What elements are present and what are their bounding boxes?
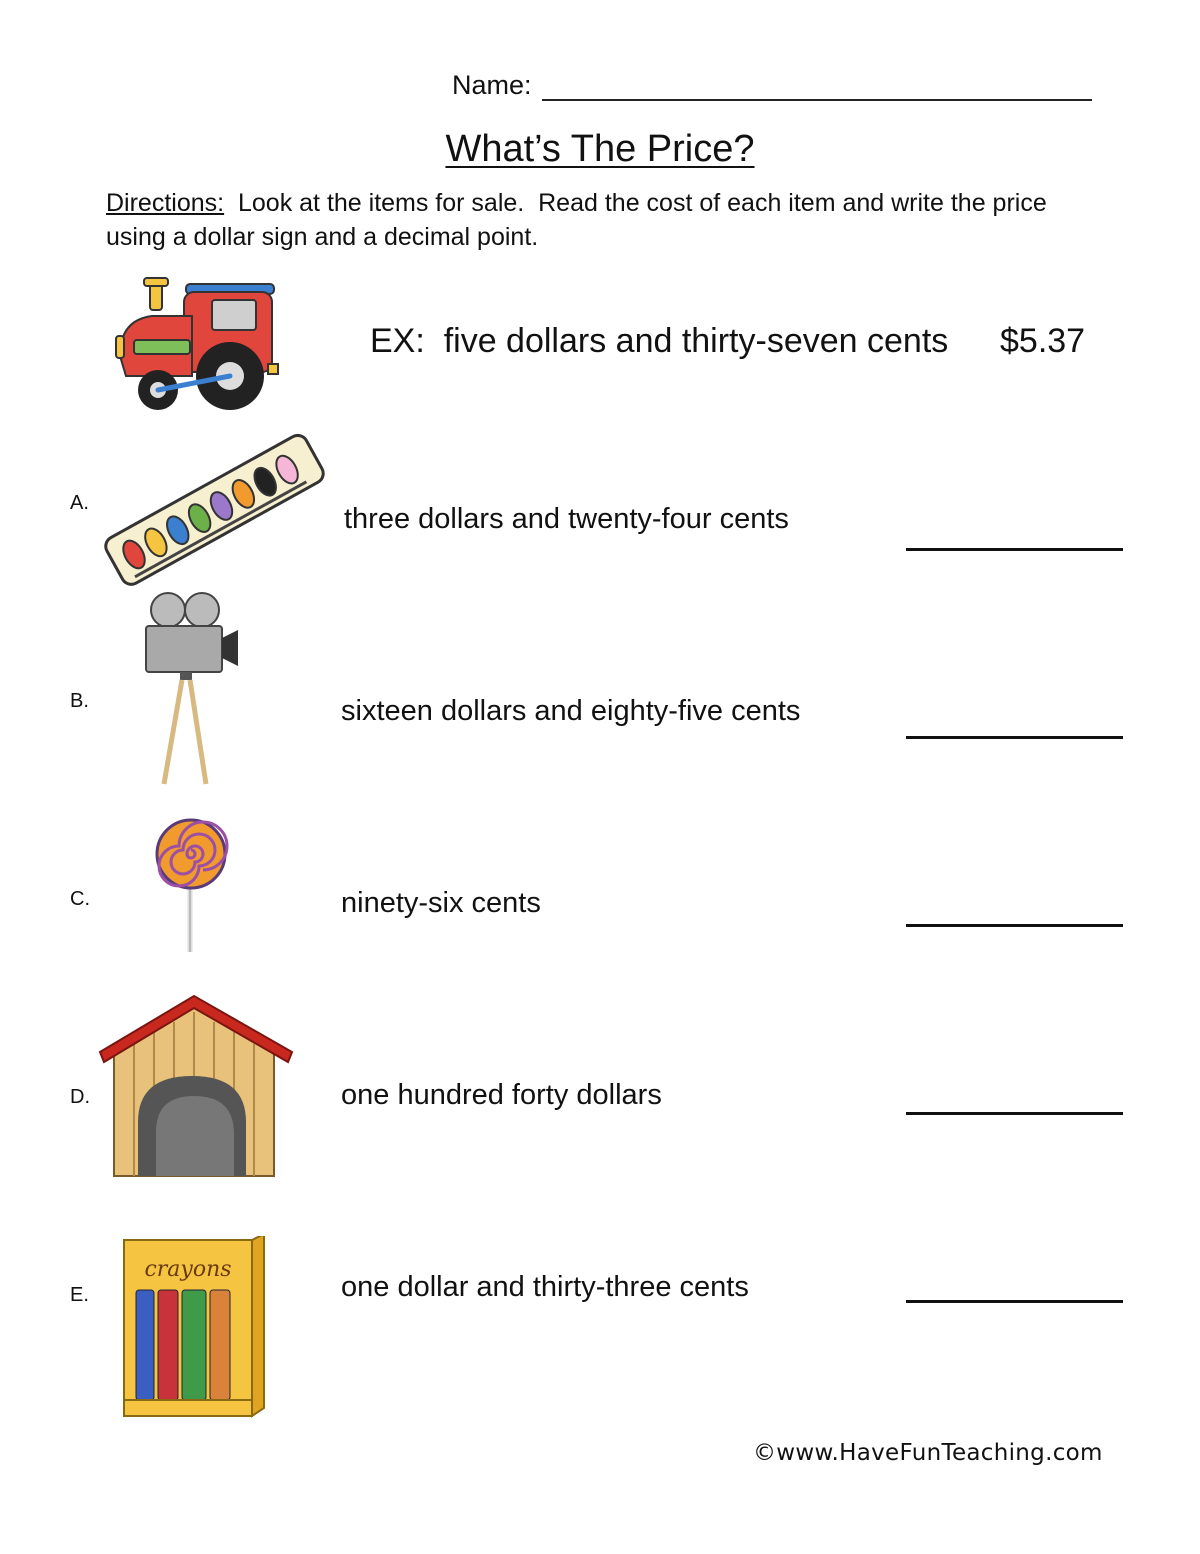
name-label: Name: <box>452 70 532 100</box>
item-letter-a: A. <box>70 492 89 514</box>
item-letter-b: B. <box>70 690 89 712</box>
answer-line-e[interactable] <box>906 1300 1123 1303</box>
item-letter-c: C. <box>70 888 90 910</box>
item-text-a: three dollars and twenty-four cents <box>344 503 789 535</box>
item-text-e: one dollar and thirty-three cents <box>341 1271 749 1303</box>
answer-line-c[interactable] <box>906 924 1123 927</box>
directions-text: Look at the items for sale. Read the cost of each item and write the price using a dollar sign and a decimal point. <box>106 189 1054 251</box>
toy-train-icon <box>112 276 282 416</box>
doghouse-icon <box>98 994 294 1180</box>
name-blank-line[interactable] <box>542 73 1092 101</box>
name-field <box>452 70 1092 101</box>
crayon-box-icon <box>122 1236 268 1420</box>
crayon-box-label: crayons <box>144 1257 232 1282</box>
item-text-c: ninety-six cents <box>341 887 541 919</box>
item-letter-e: E. <box>70 1284 89 1306</box>
example-text: EX: five dollars and thirty-seven cents <box>370 322 949 360</box>
directions <box>106 186 1096 254</box>
directions-label: Directions: <box>106 189 225 217</box>
watercolor-paint-set-icon <box>98 428 330 590</box>
item-text-d: one hundred forty dollars <box>341 1079 662 1111</box>
example-answer: $5.37 <box>1000 322 1086 360</box>
item-text-b: sixteen dollars and eighty-five cents <box>341 695 801 727</box>
lollipop-icon <box>154 818 230 954</box>
answer-line-a[interactable] <box>906 548 1123 551</box>
footer-copyright: ©www.HaveFunTeaching.com <box>753 1440 1103 1466</box>
item-letter-d: D. <box>70 1086 90 1108</box>
page-title: What’s The Price? <box>445 128 755 170</box>
movie-camera-icon <box>142 590 242 786</box>
answer-line-d[interactable] <box>906 1112 1123 1115</box>
answer-line-b[interactable] <box>906 736 1123 739</box>
